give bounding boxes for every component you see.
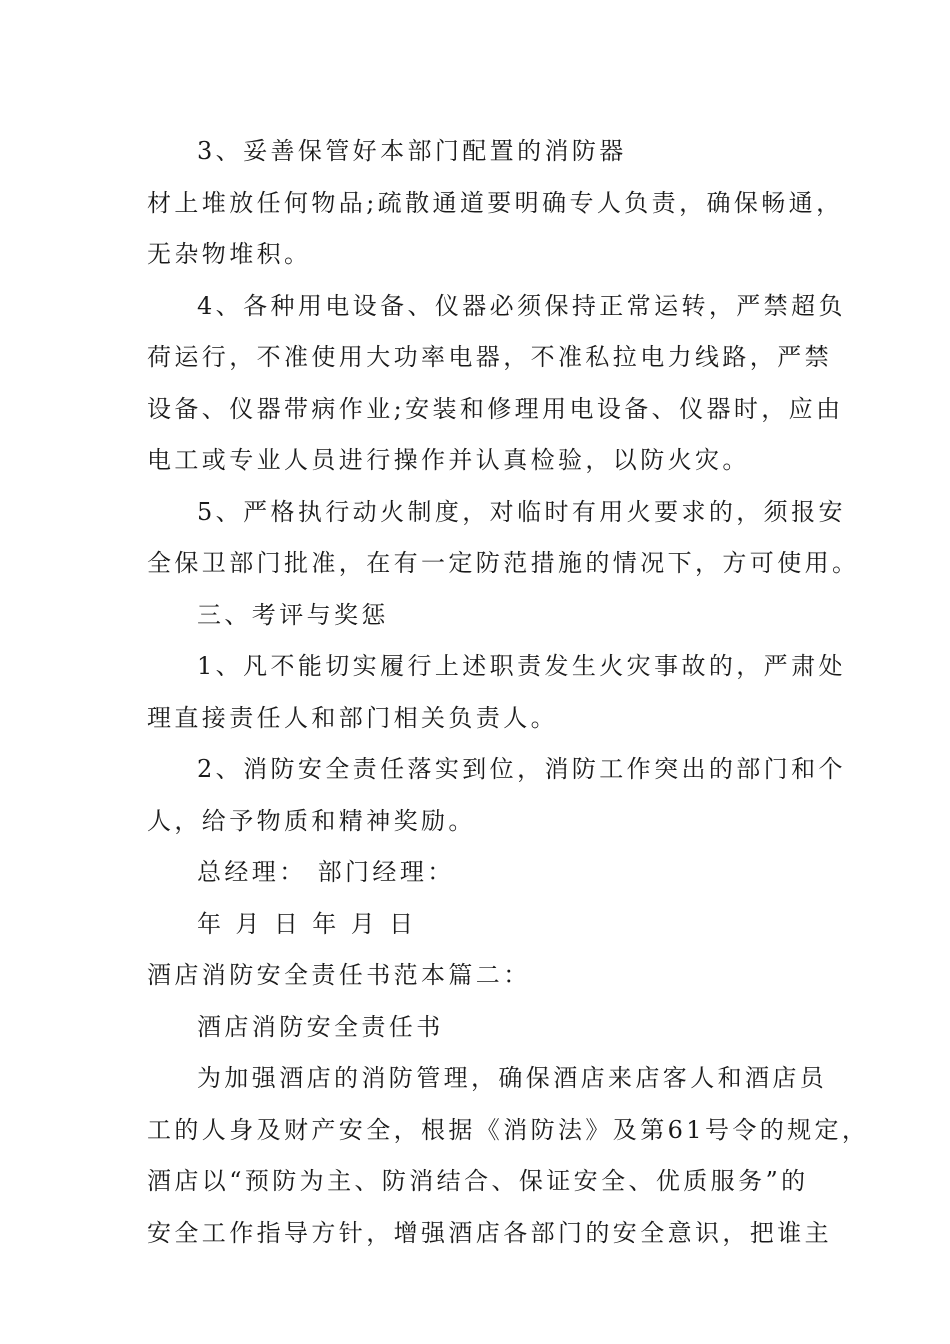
text-line: 三、考评与奖惩 (197, 600, 389, 629)
text-line: 2、消防安全责任落实到位，消防工作突出的部门和个 (197, 755, 846, 783)
text-line: 安全工作指导方针，增强酒店各部门的安全意识，把谁主 (147, 1218, 832, 1247)
text-line: 酒店消防安全责任书 (197, 1012, 444, 1041)
text-line: 3、妥善保管好本部门配置的消防器 (197, 137, 627, 165)
text-line: 5、严格执行动火制度，对临时有用火要求的，须报安 (197, 497, 846, 526)
text-line: 工的人身及财产安全，根据《消防法》及第61号令的规定， (147, 1115, 870, 1144)
text-line: 为加强酒店的消防管理，确保酒店来店客人和酒店员 (197, 1064, 828, 1092)
text-line: 荷运行，不准使用大功率电器，不准私拉电力线路，严禁 (147, 343, 832, 371)
text-line: 人，给予物质和精神奖励。 (147, 806, 476, 835)
text-line: 无杂物堆积。 (147, 240, 312, 268)
text-line: 酒店以“预防为主、防消结合、保证安全、优质服务”的 (147, 1167, 809, 1195)
text-line: 1、凡不能切实履行上述职责发生火灾事故的，严肃处 (197, 652, 846, 680)
text-line: 总经理： 部门经理： (197, 858, 455, 886)
text-line: 4、各种用电设备、仪器必须保持正常运转，严禁超负 (197, 291, 846, 320)
text-line: 年 月 日 年 月 日 (197, 909, 417, 938)
text-line: 全保卫部门批准，在有一定防范措施的情况下，方可使用。 (147, 549, 860, 577)
text-line: 酒店消防安全责任书范本篇二： (147, 961, 531, 989)
text-line: 设备、仪器带病作业;安装和修理用电设备、仪器时，应由 (147, 394, 844, 423)
document-page (147, 126, 870, 1259)
text-line: 电工或专业人员进行操作并认真检验，以防火灾。 (147, 446, 750, 474)
text-line: 理直接责任人和部门相关负责人。 (147, 703, 558, 732)
text-line: 材上堆放任何物品;疏散通道要明确专人负责，确保畅通， (147, 188, 844, 217)
